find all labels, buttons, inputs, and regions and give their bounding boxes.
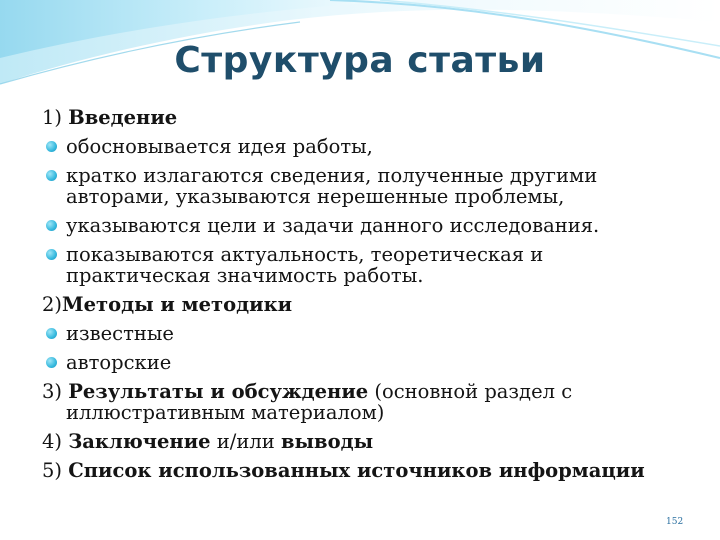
bullet-icon bbox=[46, 220, 57, 231]
bullet-icon bbox=[46, 357, 57, 368]
list-item-text: известные bbox=[66, 322, 174, 345]
section-heading: Методы и методики bbox=[62, 293, 293, 316]
section-conclusion bbox=[42, 427, 712, 456]
section-number: 4) bbox=[42, 430, 69, 453]
list-item bbox=[42, 211, 712, 240]
page-number: 152 bbox=[666, 517, 684, 527]
list-item bbox=[42, 132, 712, 161]
section-number: 1) bbox=[42, 106, 69, 129]
list-item bbox=[42, 161, 712, 190]
list-item bbox=[42, 348, 712, 377]
section-heading: Список использованных источников информации bbox=[68, 459, 645, 482]
list-item-text: кратко излагаются сведения, полученные другими bbox=[66, 164, 598, 187]
article-structure-list bbox=[42, 103, 712, 485]
section-number: 5) bbox=[42, 459, 69, 482]
bullet-icon bbox=[46, 170, 57, 181]
section-number: 2) bbox=[42, 293, 63, 316]
list-item bbox=[42, 240, 712, 269]
list-item-continuation: авторами, указываются нерешенные проблемы, bbox=[66, 185, 565, 208]
section-heading: Результаты и обсуждение bbox=[68, 380, 369, 403]
section-references bbox=[42, 456, 712, 485]
list-item-text: указываются цели и задачи данного исследования. bbox=[66, 214, 600, 237]
list-item-text: показываются актуальность, теоретическая и bbox=[66, 243, 544, 266]
section-heading-secondary: выводы bbox=[280, 430, 374, 453]
list-item bbox=[42, 319, 712, 348]
section-connector: и/или bbox=[210, 430, 281, 453]
bullet-icon bbox=[46, 141, 57, 152]
list-item-text: авторские bbox=[66, 351, 172, 374]
bullet-icon bbox=[46, 328, 57, 339]
section-heading: Введение bbox=[68, 106, 178, 129]
section-introduction bbox=[42, 103, 712, 132]
page-title: Структура статьи bbox=[174, 40, 546, 81]
list-item-text: обосновывается идея работы, bbox=[66, 135, 373, 158]
section-methods bbox=[42, 290, 712, 319]
section-note: (основной раздел с bbox=[368, 380, 573, 403]
section-note-continuation: иллюстративным материалом) bbox=[66, 401, 385, 424]
section-number: 3) bbox=[42, 380, 69, 403]
section-heading: Заключение bbox=[68, 430, 211, 453]
bullet-icon bbox=[46, 249, 57, 260]
list-item-continuation: практическая значимость работы. bbox=[66, 264, 424, 287]
